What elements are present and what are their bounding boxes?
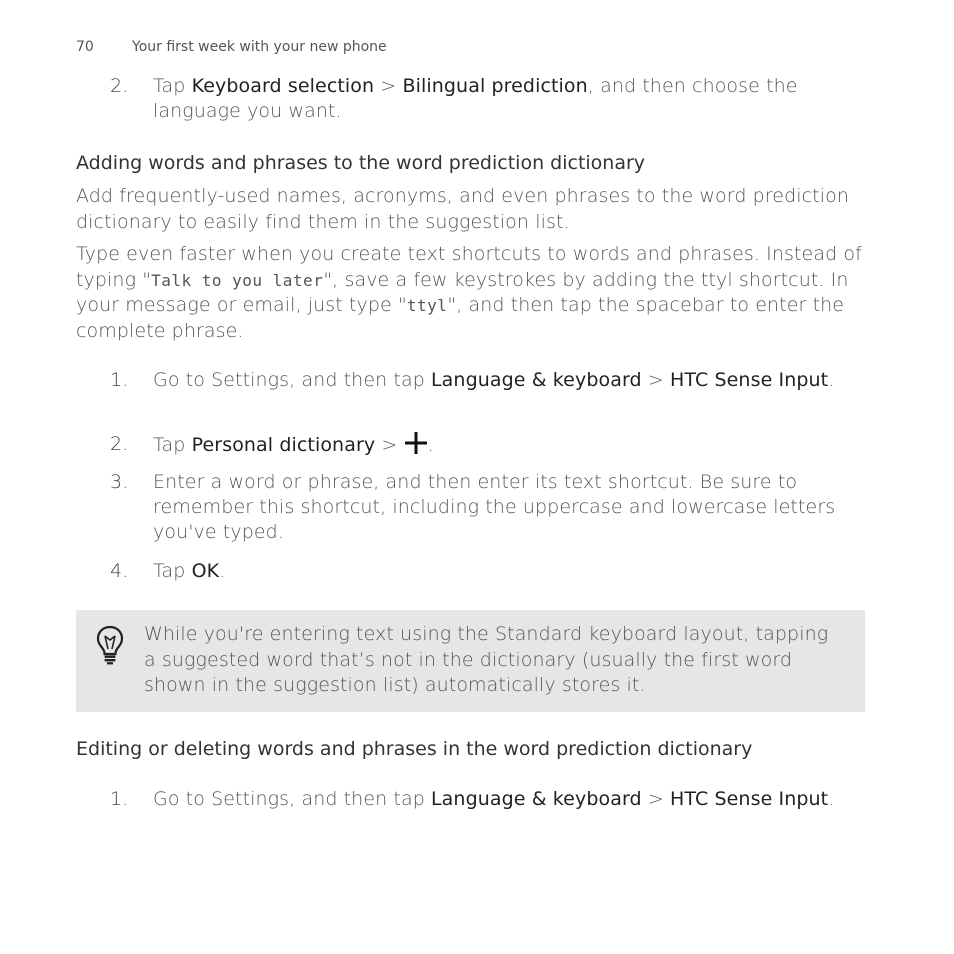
step-separator: > xyxy=(375,434,404,456)
step-number: 1. xyxy=(110,788,129,810)
ui-label-language-keyboard: Language & keyboard xyxy=(431,369,642,391)
step-number: 2. xyxy=(110,75,129,97)
chapter-title: Your first week with your new phone xyxy=(132,39,387,55)
list-item xyxy=(76,432,866,461)
paragraph-text: ", and then tap the spacebar to enter the complete phrase. xyxy=(76,294,845,342)
step-text: . xyxy=(427,434,434,456)
step-number: 4. xyxy=(110,560,129,582)
ui-label-personal-dictionary: Personal dictionary xyxy=(191,434,376,456)
step-number: 2. xyxy=(110,433,129,455)
list-item xyxy=(76,74,866,124)
step-separator: > xyxy=(641,369,670,391)
step-text: . xyxy=(828,369,835,391)
section-heading-adding: Adding words and phrases to the word prediction dictionary xyxy=(76,152,646,174)
step-text: Go to Settings, and then tap xyxy=(153,788,431,810)
list-item xyxy=(76,470,866,545)
ui-label-keyboard-selection: Keyboard selection xyxy=(191,75,375,97)
ui-label-bilingual-prediction: Bilingual prediction xyxy=(402,75,588,97)
step-list-editing xyxy=(76,787,866,812)
list-item xyxy=(76,787,866,812)
step-text: Tap xyxy=(153,434,192,456)
step-number: 1. xyxy=(110,369,129,391)
code-talk-to-you-later: Talk to you later xyxy=(151,270,324,290)
paragraph-text: ", save a few keystrokes by adding the ttyl shortcut. In your message or email, just type " xyxy=(76,268,849,316)
code-ttyl: ttyl xyxy=(406,296,448,315)
ui-label-htc-sense-input: HTC Sense Input xyxy=(670,788,829,810)
list-item xyxy=(76,559,866,584)
step-list-adding xyxy=(76,432,866,461)
page-header xyxy=(76,39,387,55)
step-list-adding xyxy=(76,470,866,545)
lightbulb-icon xyxy=(96,625,124,669)
page-number: 70 xyxy=(76,39,94,55)
step-list-adding xyxy=(76,559,866,584)
section-heading-editing: Editing or deleting words and phrases in the word prediction dictionary xyxy=(76,738,753,760)
ui-label-ok: OK xyxy=(191,560,220,582)
plus-icon xyxy=(404,432,428,461)
step-text: Enter a word or phrase, and then enter its text shortcut. Be sure to remember this shortcut, including the uppercase and lowercase letters you've typed. xyxy=(153,471,836,543)
step-number: 3. xyxy=(110,471,129,493)
top-step-list xyxy=(76,74,866,124)
paragraph-text: Type even faster when you create text shortcuts to words and phrases. Instead of typing " xyxy=(76,243,862,291)
step-text: Tap xyxy=(153,75,192,97)
ui-label-htc-sense-input: HTC Sense Input xyxy=(670,369,829,391)
step-list-adding xyxy=(76,368,866,393)
step-text: , and then choose the language you want. xyxy=(153,75,798,122)
list-item xyxy=(76,368,866,393)
paragraph-intro: Add frequently-used names, acronyms, and even phrases to the word prediction dictionary to easily find them in the suggestion list. xyxy=(76,185,849,233)
step-text: Tap xyxy=(153,560,192,582)
step-text: . xyxy=(828,788,835,810)
tip-box xyxy=(76,610,865,712)
step-separator: > xyxy=(641,788,670,810)
tip-text: While you're entering text using the Standard keyboard layout, tapping a suggested word that’s not in the dictionary (usually the first word shown in the suggestion list) automatically stores it. xyxy=(144,623,829,696)
ui-label-language-keyboard: Language & keyboard xyxy=(431,788,642,810)
step-text: . xyxy=(219,560,226,582)
step-separator: > xyxy=(374,75,403,97)
paragraph-shortcuts xyxy=(76,242,866,344)
step-text: Go to Settings, and then tap xyxy=(153,369,431,391)
